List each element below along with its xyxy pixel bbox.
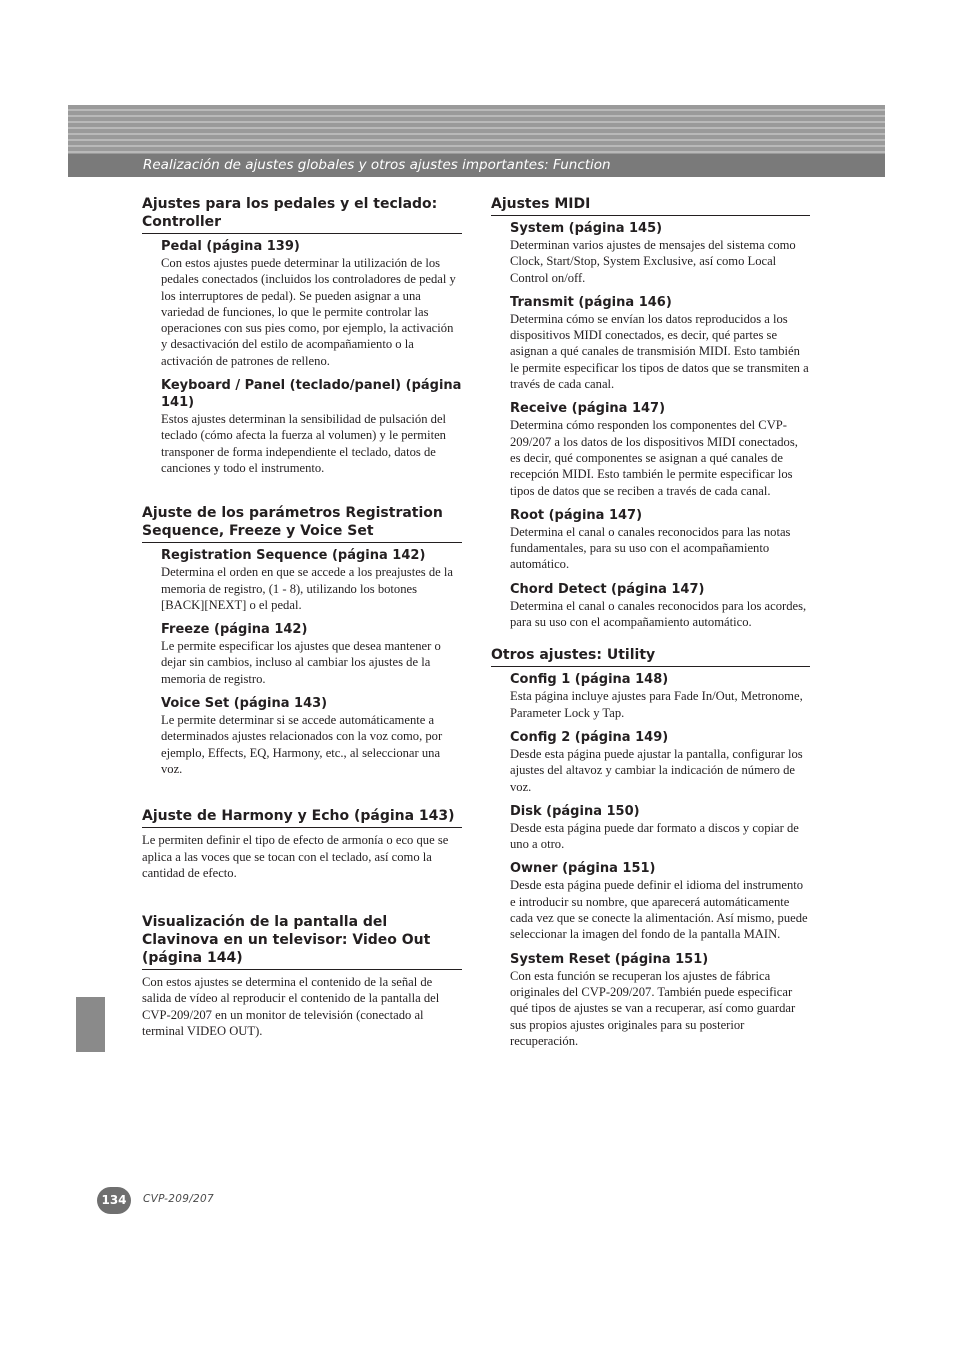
chapter-side-tab <box>76 997 105 1052</box>
item-body: Desde esta página puede dar formato a discos y copiar de uno a otro. <box>510 820 799 852</box>
section-body: Con estos ajustes se determina el contenido de la señal de salida de vídeo al reproducir el contenido de la pantalla del CVP-209/207 en un monitor de televisión (conectado al terminal VIDEO OUT). <box>142 975 440 1039</box>
item-title: Owner (página 151) <box>510 861 656 877</box>
section-title: Ajuste de los parámetros Registration Sequence, Freeze y Voice Set <box>142 504 462 543</box>
page-number-badge: 134 <box>97 1187 131 1214</box>
item-title: Pedal (página 139) <box>161 239 300 254</box>
section-midi <box>491 195 810 630</box>
item-body: Con estos ajustes puede determinar la utilización de los pedales conectados (incluidos los controladores de pedal y los interruptores de pedal). Se pueden asignar a una variedad de funciones, lo que le permite controlar las operaciones con sus pies como, por ejemplo, la activación y desactivación del estilo de acompañamiento o la activación de patrones de relleno. <box>161 256 456 368</box>
section-title: Ajustes MIDI <box>491 195 810 216</box>
section-title: Visualización de la pantalla del Clavinova en un televisor: Video Out (página 144) <box>142 913 462 970</box>
item-title: System Reset (página 151) <box>510 951 709 967</box>
item-transmit <box>510 294 810 392</box>
item-keyboard-panel <box>161 377 462 476</box>
item-body: Determina el orden en que se accede a los preajustes de la memoria de registro, (1 - 8), utilizando los botones [BACK][NEXT] o el pedal. <box>161 565 453 612</box>
header-bar <box>68 154 885 177</box>
item-receive <box>510 400 810 498</box>
item-title: Voice Set (página 143) <box>161 696 328 712</box>
section-video-out <box>142 913 462 1039</box>
section-title: Ajuste de Harmony y Echo (página 143) <box>142 807 462 828</box>
item-body: Desde esta página puede definir el idioma del instrumento e introducir su nombre, que aparecerá automáticamente cada vez que se conecte la alimentación. Así mismo, puede seleccionar la imagen del fondo de la pantalla MAIN. <box>510 878 808 942</box>
item-title: Registration Sequence (página 142) <box>161 548 426 564</box>
item-body: Con esta función se recuperan los ajustes de fábrica originales del CVP-209/207. También puede especificar qué tipos de ajustes se van a recuperar, así como guardar sus propios ajustes originales para su posterior recuperación. <box>510 968 796 1048</box>
section-body: Le permiten definir el tipo de efecto de armonía o eco que se aplica a las voces que se tocan con el teclado, así como la cantidad de efecto. <box>142 833 449 880</box>
item-disk <box>510 803 810 853</box>
item-config-2 <box>510 729 810 795</box>
item-body: Esta página incluye ajustes para Fade In/Out, Metronome, Parameter Lock y Tap. <box>510 689 803 720</box>
item-pedal <box>161 238 462 369</box>
item-body: Determina cómo responden los componentes del CVP-209/207 a los datos de los dispositivos MIDI conectados, es decir, qué componentes se asignan a qué canales de recepción MIDI. Esto también le permite especificar los tipos de datos que se reciben a través de cada canal. <box>510 418 798 498</box>
item-title: Receive (página 147) <box>510 401 666 417</box>
item-voice-set <box>161 695 462 777</box>
item-root <box>510 507 810 573</box>
item-title: Disk (página 150) <box>510 803 640 819</box>
item-title: Freeze (página 142) <box>161 622 308 638</box>
item-system <box>510 220 810 286</box>
item-title: Keyboard / Panel (teclado/panel) (página 141) <box>161 378 462 411</box>
section-title: Ajustes para los pedales y el teclado: Controller <box>142 195 462 234</box>
item-title: Transmit (página 146) <box>510 294 672 310</box>
section-utility <box>491 646 810 1049</box>
chapter-title: Realización de ajustes globales y otros ajustes importantes: Function <box>143 157 611 173</box>
item-title: System (página 145) <box>510 221 663 236</box>
section-controller <box>142 195 462 476</box>
left-column <box>142 195 462 1039</box>
item-body: Determina cómo se envían los datos reproducidos a los dispositivos MIDI conectados, es decir, qué partes se asignan a qué canales de transmisión MIDI. Esto también le permite especificar los tipos de datos que se transmiten a través de cada canal. <box>510 311 809 392</box>
item-owner <box>510 860 810 942</box>
model-name: CVP-209/207 <box>143 1193 214 1205</box>
item-config-1 <box>510 671 810 721</box>
header-stripes <box>68 105 885 154</box>
item-body: Desde esta página puede ajustar la pantalla, configurar los ajustes del altavoz y cambiar la indicación de número de voz. <box>510 746 803 794</box>
item-body: Le permite especificar los ajustes que desea mantener o dejar sin cambios, incluso al cambiar los ajustes de la memoria de registro. <box>161 639 441 686</box>
item-chord-detect <box>510 581 810 631</box>
section-registration <box>142 504 462 777</box>
section-title: Otros ajustes: Utility <box>491 646 810 667</box>
item-body: Determina el canal o canales reconocidos para las notas fundamentales, para su uso con el acompañamiento automático. <box>510 524 791 572</box>
item-body: Determinan varios ajustes de mensajes del sistema como Clock, Start/Stop, System Exclusive, así como Local Control on/off. <box>510 238 796 285</box>
item-body: Le permite determinar si se accede automáticamente a determinados ajustes relacionados con la voz como, por ejemplo, Effects, EQ, Harmony, etc., al seleccionar una voz. <box>161 713 443 776</box>
item-system-reset <box>510 951 810 1049</box>
item-registration-sequence <box>161 547 462 613</box>
section-harmony-echo <box>142 807 462 881</box>
right-column <box>491 195 810 1057</box>
item-body: Estos ajustes determinan la sensibilidad de pulsación del teclado (cómo afecta la fuerza al volumen) y le permiten transponer de forma independiente el teclado, datos de canciones y todo el instrumento. <box>161 412 447 475</box>
item-freeze <box>161 621 462 687</box>
item-title: Config 2 (página 149) <box>510 729 669 745</box>
item-title: Config 1 (página 148) <box>510 672 669 688</box>
item-body: Determina el canal o canales reconocidos para los acordes, para su uso con el acompañamiento automático. <box>510 598 807 630</box>
item-title: Chord Detect (página 147) <box>510 581 705 597</box>
item-title: Root (página 147) <box>510 507 643 523</box>
